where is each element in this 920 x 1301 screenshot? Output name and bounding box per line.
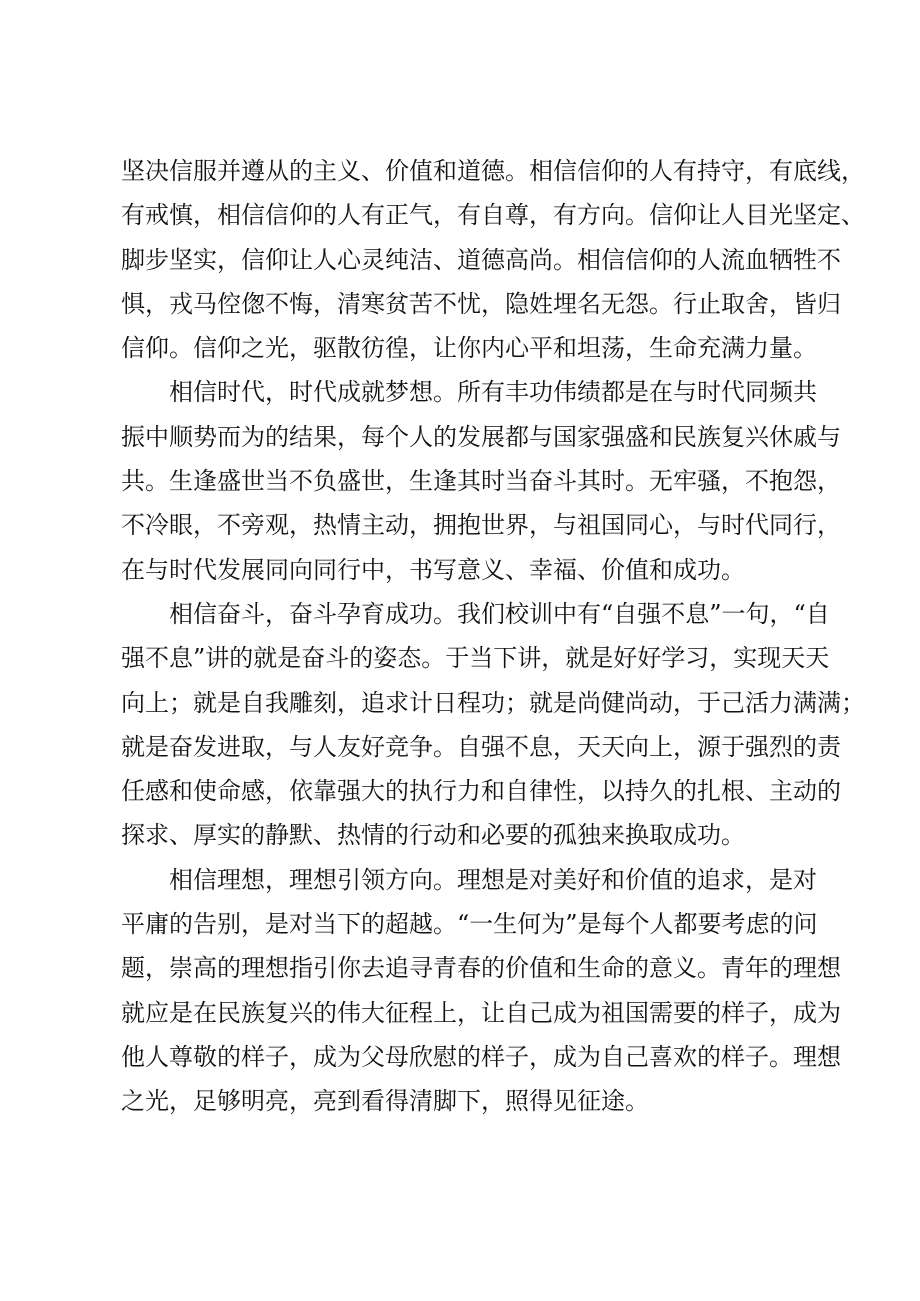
text-line: 相信时代，时代成就梦想。所有丰功伟绩都是在与时代同频共	[169, 378, 817, 407]
text-line: 强不息”讲的就是奋斗的姿态。于当下讲，就是好好学习，实现天天	[121, 644, 830, 673]
text-line: 不冷眼，不旁观，热情主动，拥抱世界，与祖国同心，与时代同行，	[121, 511, 841, 540]
text-line: 任感和使命感，依靠强大的执行力和自律性，以持久的扎根、主动的	[121, 777, 841, 806]
text-line: 有戒慎，相信信仰的人有正气，有自尊，有方向。信仰让人目光坚定、	[121, 201, 865, 230]
paragraph-era	[121, 370, 841, 591]
text-line: 在与时代发展同向同行中，书写意义、幸福、价值和成功。	[121, 555, 745, 584]
text-line: 就是奋发进取，与人友好竞争。自强不息，天天向上，源于强烈的责	[121, 732, 841, 761]
text-line: 坚决信服并遵从的主义、价值和道德。相信信仰的人有持守，有底线，	[121, 157, 865, 185]
text-line: 之光，足够明亮，亮到看得清脚下，照得见征途。	[121, 1087, 649, 1116]
text-line: 向上；就是自我雕刻，追求计日程功；就是尚健尚动，于己活力满满；	[121, 688, 865, 717]
text-line: 探求、厚实的静默、热情的行动和必要的孤独来换取成功。	[121, 821, 745, 850]
paragraph-faith	[121, 149, 865, 370]
text-line: 共。生逢盛世当不负盛世，生逢其时当奋斗其时。无牢骚，不抱怨，	[121, 467, 841, 496]
paragraph-ideal	[121, 858, 841, 1124]
text-line: 相信奋斗，奋斗孕育成功。我们校训中有“自强不息”一句，“自	[169, 599, 830, 628]
text-line: 振中顺势而为的结果，每个人的发展都与国家强盛和民族复兴休戚与	[121, 422, 841, 451]
text-line: 信仰。信仰之光，驱散彷徨，让你内心平和坦荡，生命充满力量。	[121, 334, 817, 363]
text-line: 脚步坚实，信仰让人心灵纯洁、道德高尚。相信信仰的人流血牺牲不	[121, 245, 841, 274]
text-line: 就应是在民族复兴的伟大征程上，让自己成为祖国需要的样子，成为	[121, 998, 841, 1027]
text-line: 平庸的告别，是对当下的超越。“一生何为”是每个人都要考虑的问	[121, 910, 818, 939]
text-line: 题，崇高的理想指引你去追寻青春的价值和生命的意义。青年的理想	[121, 954, 841, 983]
text-line: 惧，戎马倥偬不悔，清寒贫苦不忧，隐姓埋名无怨。行止取舍，皆归	[121, 289, 841, 318]
document-body	[121, 149, 865, 1124]
text-line: 他人尊敬的样子，成为父母欣慰的样子，成为自己喜欢的样子。理想	[121, 1042, 841, 1071]
paragraph-striving	[121, 592, 865, 858]
text-line: 相信理想，理想引领方向。理想是对美好和价值的追求，是对	[169, 865, 817, 894]
